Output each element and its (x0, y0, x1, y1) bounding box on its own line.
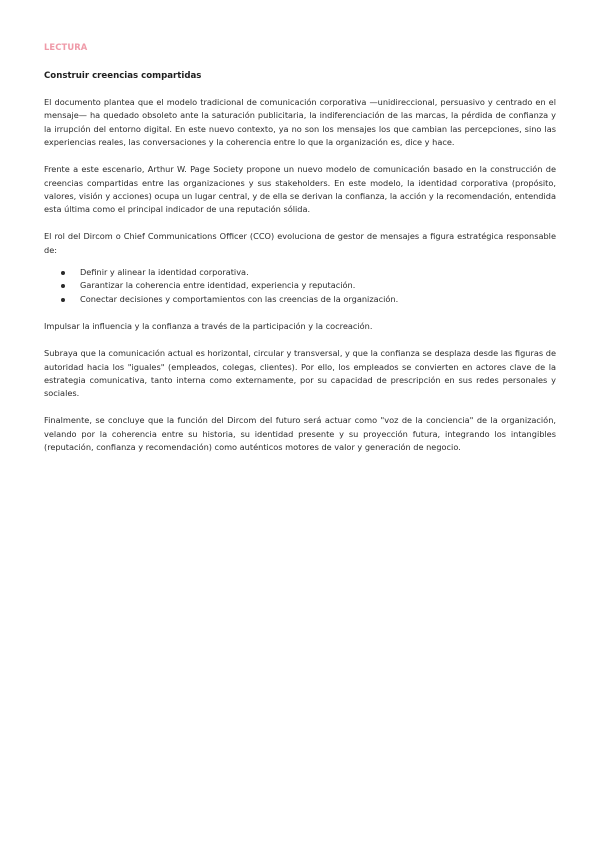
bullet-icon (61, 271, 65, 275)
paragraph-page-society-model: Frente a este escenario, Arthur W. Page Society propone un nuevo modelo de comunicación basado en la construcción de creencias compartidas entre las organizaciones y sus stakeholders. En este modelo, la identidad corporativa (propósito, valores, visión y acciones) ocupa un lugar central, y de ella se derivan la confianza, la acción y la recomendación, entendida esta última como el principal indicador de una reputación sólida. (44, 164, 556, 215)
list-item (61, 293, 556, 306)
list-item-text: Conectar decisiones y comportamientos con las creencias de la organización. (80, 293, 399, 304)
list-item-text: Garantizar la coherencia entre identidad, experiencia y reputación. (80, 280, 356, 291)
document-title: Construir creencias compartidas (44, 71, 202, 81)
paragraph-dircom-role: El rol del Dircom o Chief Communications Officer (CCO) evoluciona de gestor de mensajes a figura estratégica responsable de: (44, 231, 556, 255)
paragraph-horizontal-communication: Subraya que la comunicación actual es horizontal, circular y transversal, y que la confianza se desplaza desde las figuras de autoridad hacia los "iguales" (empleados, colegas, clientes). Por ello, los empleados se convierten en actores clave de la estrategia comunicativa, tanto interna como externamente, por su capacidad de prescripción en sus redes personales y sociales. (44, 348, 556, 399)
bullet-icon (61, 298, 65, 302)
list-item (61, 279, 556, 292)
document-page (44, 40, 556, 468)
bullet-icon (61, 284, 65, 288)
responsibilities-list (44, 266, 556, 306)
paragraph-influence: Impulsar la influencia y la confianza a través de la participación y la cocreación. (44, 321, 373, 332)
list-item (61, 266, 556, 279)
section-label: LECTURA (44, 42, 88, 52)
paragraph-intro: El documento plantea que el modelo tradicional de comunicación corporativa —unidireccional, persuasivo y centrado en el mensaje— ha quedado obsoleto ante la saturación publicitaria, la indiferenciación de las marcas, la pérdida de confianza y la irrupción del entorno digital. En este nuevo contexto, ya no son los mensajes los que cambian las percepciones, sino las experiencias reales, las conversaciones y la coherencia entre lo que la organización es, dice y hace. (44, 97, 556, 148)
paragraph-conclusion: Finalmente, se concluye que la función del Dircom del futuro será actuar como "voz de la conciencia" de la organización, velando por la coherencia entre su historia, su identidad presente y su proyección futura, integrando los intangibles (reputación, confianza y recomendación) como auténticos motores de valor y generación de negocio. (44, 415, 556, 453)
list-item-text: Definir y alinear la identidad corporativa. (80, 267, 249, 278)
